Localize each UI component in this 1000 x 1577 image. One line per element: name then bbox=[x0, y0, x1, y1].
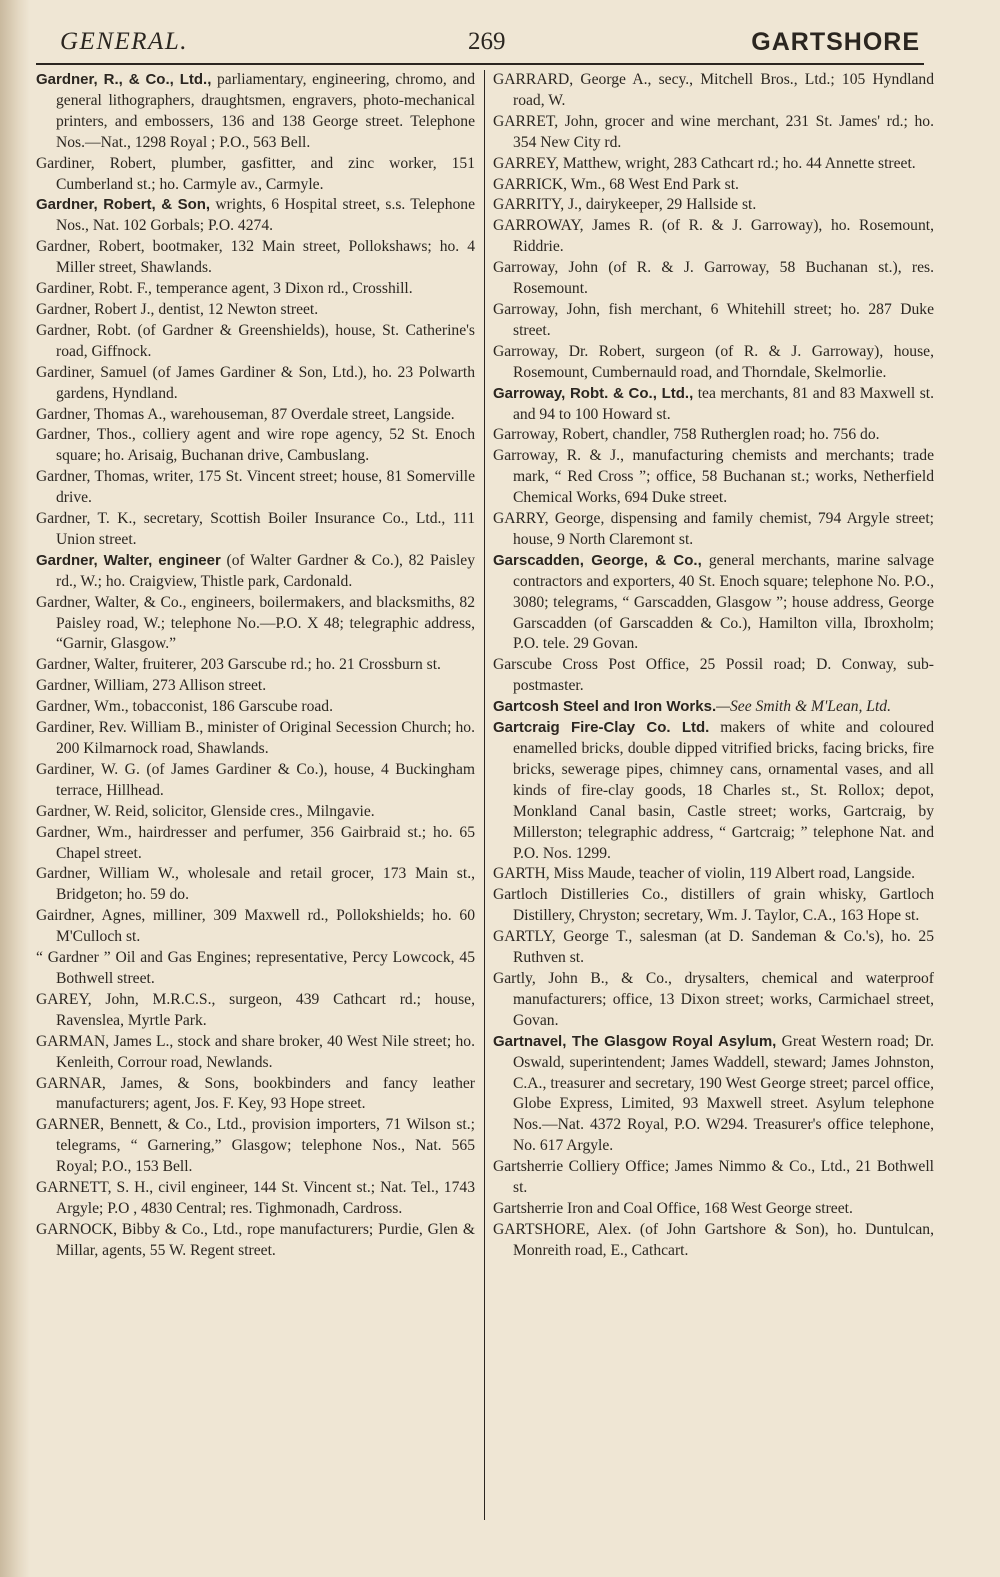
directory-entry bbox=[36, 802, 475, 823]
entry-text: GARTH, Miss Maude, teacher of violin, 119 Albert road, Langside. bbox=[493, 865, 916, 883]
entry-heading: Gartcosh Steel and Iron Works. bbox=[493, 698, 717, 716]
entry-text: Gardner, Walter, fruiterer, 203 Garscube rd.; ho. 21 Crossburn st. bbox=[36, 656, 441, 674]
directory-entry bbox=[493, 1220, 934, 1262]
entry-text: makers of white and coloured enamelled bricks, double dipped vitrified bricks, facing bricks, fire bricks, sewerage pipes, chimney cans, ornamental vases, and all kinds of fire-clay goods, 18 Charles st., St. Rollox; depot, Monkland Canal basin, Castle street; works, Gartcraig, by Millerston; telegraphic address, “ Gartcraig; ” telephone Nat. and P.O. Nos. 1299. bbox=[513, 719, 934, 862]
directory-entry bbox=[493, 258, 934, 300]
directory-entry bbox=[36, 551, 475, 593]
right-column bbox=[493, 70, 934, 1553]
directory-entry bbox=[493, 1032, 934, 1157]
running-head-catchword: GARTSHORE bbox=[751, 28, 920, 56]
directory-entry bbox=[493, 446, 934, 509]
entry-text: “ Gardner ” Oil and Gas Engines; representative, Percy Lowcock, 45 Bothwell street. bbox=[36, 949, 475, 987]
directory-entry bbox=[36, 697, 475, 718]
directory-entry bbox=[493, 425, 934, 446]
entry-text: GARREY, Matthew, wright, 283 Cathcart rd.; ho. 44 Annette street. bbox=[493, 154, 916, 172]
entry-text: Gardner, Thos., colliery agent and wire rope agency, 52 St. Enoch square; ho. Arisaig, Buchanan drive, Cambuslang. bbox=[36, 426, 475, 465]
entry-heading: Garscadden, George, & Co., bbox=[493, 551, 702, 569]
directory-entry bbox=[493, 1157, 934, 1199]
entry-text: Gardner, Robt. (of Gardner & Greenshields), house, St. Catherine's road, Giffnock. bbox=[36, 321, 475, 360]
entry-text: tea merchants, 81 and 83 Maxwell st. and 94 to 100 Howard st. bbox=[513, 384, 934, 423]
entry-text: Garroway, Robert, chandler, 758 Rutherglen road; ho. 756 do. bbox=[493, 426, 880, 444]
directory-entry bbox=[493, 718, 934, 864]
entry-text: Garroway, Dr. Robert, surgeon (of R. & J. Garroway), house, Rosemount, Cumbernauld road, and Thorndale, Skelmorlie. bbox=[493, 342, 934, 381]
entry-text: GARRICK, Wm., 68 West End Park st. bbox=[493, 175, 739, 193]
directory-entry bbox=[493, 300, 934, 342]
directory-entry bbox=[36, 676, 475, 697]
directory-entry bbox=[36, 425, 475, 467]
directory-entry bbox=[36, 300, 475, 321]
entry-text: Gardner, Thomas A., warehouseman, 87 Overdale street, Langside. bbox=[36, 405, 455, 423]
entry-text: Great Western road; Dr. Oswald, superintendent; James Waddell, steward; James Johnston, C.A., treasurer and secretary, 190 West George street; parcel office, Globe Express, Limited, 93 Maxwell street. Asylum telephone Nos.—Nat. 4372 Royal, P.O. W294. Treasurer's office telephone, No. 617 Argyle. bbox=[513, 1032, 934, 1155]
entry-text: wrights, 6 Hospital street, s.s. Telephone Nos., Nat. 102 Gorbals; P.O. 4274. bbox=[56, 196, 475, 235]
directory-entry bbox=[493, 342, 934, 384]
directory-entry bbox=[36, 990, 475, 1032]
entry-heading: Gardner, Robert, & Son, bbox=[36, 196, 211, 214]
directory-entry bbox=[493, 384, 934, 426]
entry-text: parliamentary, engineering, chromo, and general lithographers, draughtsmen, engravers, photo-mechanical printers, and embossers, 136 and 138 George street. Telephone Nos.—Nat., 1298 Royal ; P.O., 563 Bell. bbox=[56, 71, 475, 151]
directory-entry bbox=[493, 509, 934, 551]
entry-text: Gardner, William W., wholesale and retail grocer, 173 Main st., Bridgeton; ho. 59 do. bbox=[36, 865, 475, 904]
header-rule bbox=[36, 63, 924, 65]
entry-text: Gartsherrie Colliery Office; James Nimmo & Co., Ltd., 21 Bothwell st. bbox=[493, 1158, 934, 1197]
entry-text: Gartloch Distilleries Co., distillers of grain whisky, Gartloch Distillery, Chryston; secretary, Wm. J. Taylor, C.A., 163 Hope st. bbox=[493, 886, 934, 925]
directory-entry bbox=[36, 948, 475, 990]
entry-cross-reference: —See Smith & M'Lean, Ltd. bbox=[716, 698, 891, 716]
entry-text: GARRET, John, grocer and wine merchant, 231 St. James' rd.; ho. 354 New City rd. bbox=[493, 112, 934, 151]
entry-text: Gardiner, Robert, plumber, gasfitter, and zinc worker, 151 Cumberland st.; ho. Carmyle av., Carmyle. bbox=[36, 154, 475, 193]
directory-entry bbox=[493, 655, 934, 697]
directory-entry bbox=[36, 405, 475, 426]
entry-text: Gardner, William, 273 Allison street. bbox=[36, 677, 267, 695]
directory-entry bbox=[36, 655, 475, 676]
book-spine-shadow bbox=[0, 0, 30, 1577]
directory-entry bbox=[493, 216, 934, 258]
directory-entry bbox=[36, 509, 475, 551]
directory-entry bbox=[493, 864, 934, 885]
entry-heading: Gardner, Walter, engineer bbox=[36, 551, 221, 569]
entry-text: Gardner, Walter, & Co., engineers, boilermakers, and blacksmiths, 82 Paisley road, W.; telephone No.—P.O. X 48; telegraphic address, “Garnir, Glasgow.” bbox=[36, 593, 475, 653]
directory-entry bbox=[493, 927, 934, 969]
directory-entry bbox=[493, 551, 934, 656]
entry-text: Gardiner, Samuel (of James Gardiner & Son, Ltd.), ho. 23 Polwarth gardens, Hyndland. bbox=[36, 363, 475, 402]
entry-text: Garroway, John, fish merchant, 6 Whitehill street; ho. 287 Duke street. bbox=[493, 300, 934, 339]
directory-entry bbox=[36, 321, 475, 363]
page-number: 269 bbox=[468, 28, 506, 55]
entry-text: GAREY, John, M.R.C.S., surgeon, 439 Cathcart rd.; house, Ravenslea, Myrtle Park. bbox=[36, 990, 475, 1029]
directory-entry bbox=[36, 1115, 475, 1178]
entry-text: GARTLY, George T., salesman (at D. Sandeman & Co.'s), ho. 25 Ruthven st. bbox=[493, 928, 934, 967]
directory-entry bbox=[36, 1220, 475, 1262]
entry-text: Gartly, John B., & Co., drysalters, chemical and waterproof manufacturers; office, 13 Dixon street; works, Carmichael street, Govan. bbox=[493, 969, 934, 1029]
entry-text: Garroway, John (of R. & J. Garroway, 58 Buchanan st.), res. Rosemount. bbox=[493, 259, 934, 298]
page-header bbox=[38, 22, 920, 58]
entry-text: GARMAN, James L., stock and share broker, 40 West Nile street; ho. Kenleith, Corrour road, Newlands. bbox=[36, 1032, 475, 1071]
entry-text: Gartsherrie Iron and Coal Office, 168 West George street. bbox=[493, 1199, 853, 1217]
entry-text: GARNETT, S. H., civil engineer, 144 St. Vincent st.; Nat. Tel., 1743 Argyle; P.O , 4830 Central; res. Tighmonadh, Cardross. bbox=[36, 1179, 475, 1217]
directory-entry bbox=[36, 906, 475, 948]
directory-entry bbox=[36, 760, 475, 802]
entry-text: Garscube Cross Post Office, 25 Possil road; D. Conway, sub-postmaster. bbox=[493, 656, 934, 695]
entry-text: GARNOCK, Bibby & Co., Ltd., rope manufacturers; Purdie, Glen & Millar, agents, 55 W. Regent street. bbox=[36, 1220, 475, 1259]
directory-entry bbox=[36, 237, 475, 279]
entry-text: GARROWAY, James R. (of R. & J. Garroway), ho. Rosemount, Riddrie. bbox=[493, 217, 934, 256]
left-column bbox=[36, 70, 475, 1553]
directory-entry bbox=[493, 697, 934, 718]
running-head-section: GENERAL. bbox=[60, 28, 188, 55]
entry-heading: Gartcraig Fire-Clay Co. Ltd. bbox=[493, 719, 710, 737]
directory-entry bbox=[36, 195, 475, 237]
entry-text: Gairdner, Agnes, milliner, 309 Maxwell rd., Pollokshields; ho. 60 M'Culloch st. bbox=[36, 907, 475, 946]
directory-entry bbox=[493, 70, 934, 112]
directory-entry bbox=[36, 363, 475, 405]
directory-entry bbox=[36, 1074, 475, 1116]
entry-heading: Garroway, Robt. & Co., Ltd., bbox=[493, 384, 694, 402]
entry-heading: Gartnavel, The Glasgow Royal Asylum, bbox=[493, 1032, 777, 1050]
entry-text: GARRITY, J., dairykeeper, 29 Hallside st. bbox=[493, 196, 757, 214]
entry-text: Gardner, W. Reid, solicitor, Glenside cres., Milngavie. bbox=[36, 802, 375, 820]
entry-text: GARTSHORE, Alex. (of John Gartshore & Son), ho. Duntulcan, Monreith road, E., Cathcart. bbox=[493, 1220, 934, 1259]
entry-text: GARNER, Bennett, & Co., Ltd., provision importers, 71 Wilson st.; telegrams, “ Garnering,” Glasgow; telephone Nos., Nat. 565 Royal; P.O., 153 Bell. bbox=[36, 1116, 475, 1176]
directory-entry bbox=[493, 112, 934, 154]
entry-text: Gardner, Wm., tobacconist, 186 Garscube road. bbox=[36, 698, 334, 716]
directory-entry bbox=[493, 1199, 934, 1220]
directory-entry bbox=[493, 175, 934, 196]
directory-entry bbox=[36, 718, 475, 760]
directory-entry bbox=[36, 593, 475, 656]
directory-entry bbox=[36, 1178, 475, 1220]
entry-text: Gardiner, Robt. F., temperance agent, 3 Dixon rd., Crosshill. bbox=[36, 280, 413, 298]
directory-entry bbox=[493, 969, 934, 1032]
column-divider bbox=[484, 70, 485, 1520]
entry-text: (of Walter Gardner & Co.), 82 Paisley rd., W.; ho. Craigview, Thistle park, Cardonald. bbox=[56, 551, 475, 590]
directory-entry bbox=[36, 154, 475, 196]
entry-text: general merchants, marine salvage contractors and exporters, 40 St. Enoch square; telephone No. P.O., 3080; telegrams, “ Garscadden, Glasgow ”; house address, George Garscadden (of Garscadden & Co.), Hamilton villa, Ibroxholm; P.O. tele. 29 Govan. bbox=[513, 551, 934, 653]
directory-entry bbox=[36, 1032, 475, 1074]
directory-entry bbox=[36, 467, 475, 509]
entry-text: Gardner, Robert, bootmaker, 132 Main street, Pollokshaws; ho. 4 Miller street, Shawlands. bbox=[36, 238, 475, 277]
entry-heading: Gardner, R., & Co., Ltd., bbox=[36, 71, 212, 88]
entry-text: Gardner, Robert J., dentist, 12 Newton street. bbox=[36, 300, 319, 318]
directory-entry bbox=[36, 279, 475, 300]
directory-entry bbox=[493, 885, 934, 927]
entry-text: Gardiner, Rev. William B., minister of Original Secession Church; ho. 200 Kilmarnock road, Shawlands. bbox=[36, 719, 475, 757]
entry-text: Gardner, T. K., secretary, Scottish Boiler Insurance Co., Ltd., 111 Union street. bbox=[36, 510, 475, 548]
entry-text: GARRARD, George A., secy., Mitchell Bros., Ltd.; 105 Hyndland road, W. bbox=[493, 71, 934, 109]
entry-text: GARNAR, James, & Sons, bookbinders and fancy leather manufacturers; agent, Jos. F. Key, 93 Hope street. bbox=[36, 1074, 475, 1113]
entry-text: Gardiner, W. G. (of James Gardiner & Co.), house, 4 Buckingham terrace, Hillhead. bbox=[36, 760, 475, 799]
entry-text: Gardner, Wm., hairdresser and perfumer, 356 Gairbraid st.; ho. 65 Chapel street. bbox=[36, 823, 475, 862]
entry-text: Garroway, R. & J., manufacturing chemists and merchants; trade mark, “ Red Cross ”; office, 58 Buchanan st.; works, Netherfield Chemical Works, 694 Duke street. bbox=[493, 447, 934, 507]
entry-text: Gardner, Thomas, writer, 175 St. Vincent street; house, 81 Somerville drive. bbox=[36, 468, 475, 507]
directory-entry bbox=[493, 154, 934, 175]
directory-entry bbox=[493, 195, 934, 216]
entry-text: GARRY, George, dispensing and family chemist, 794 Argyle street; house, 9 North Claremont st. bbox=[493, 510, 934, 548]
directory-entry bbox=[36, 823, 475, 865]
directory-entry bbox=[36, 864, 475, 906]
directory-entry bbox=[36, 70, 475, 154]
